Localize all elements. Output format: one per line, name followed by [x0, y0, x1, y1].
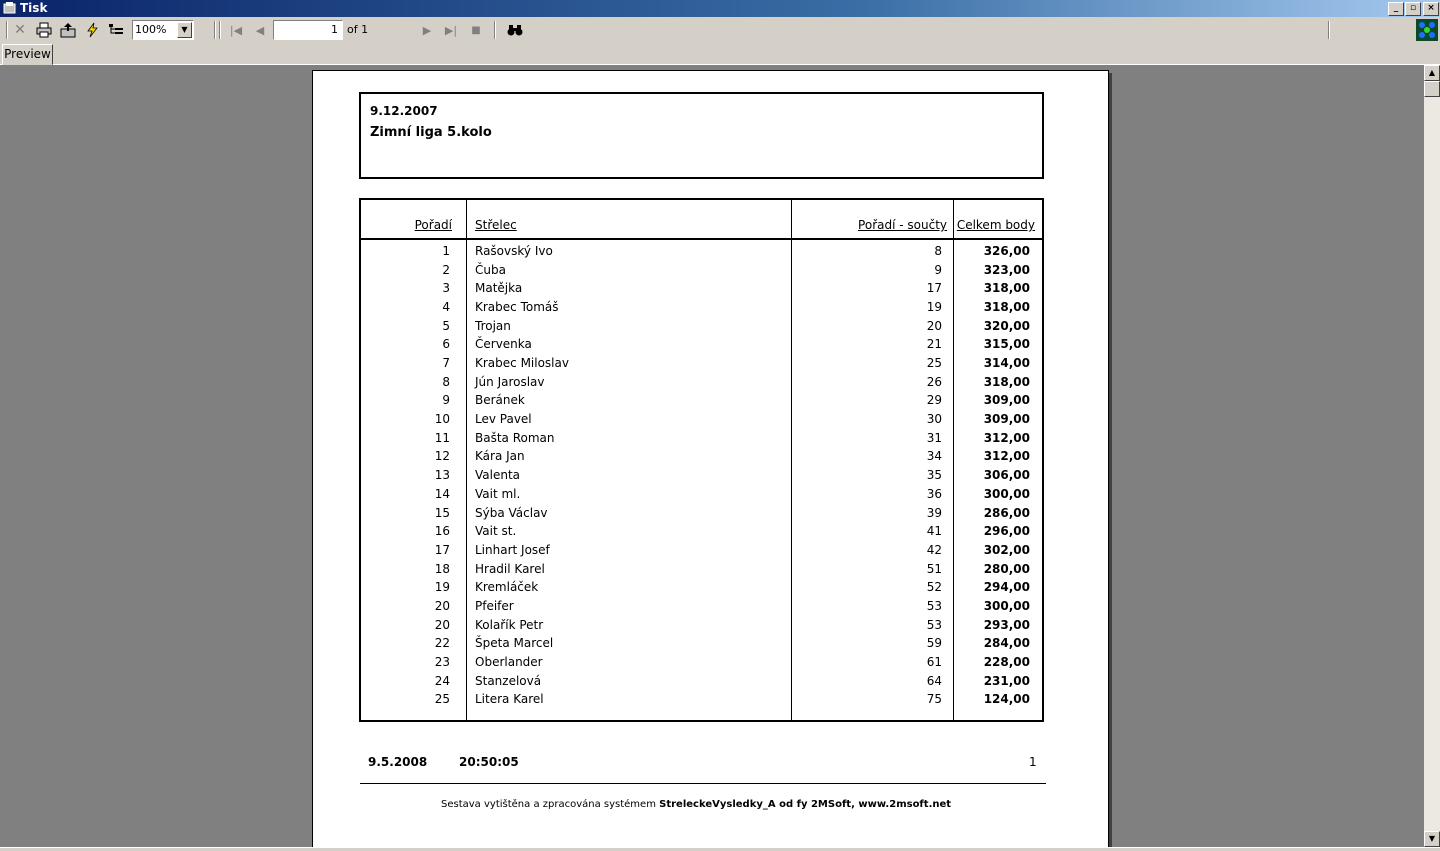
cell-shooter: Trojan — [475, 318, 511, 333]
cell-shooter: Kolařík Petr — [475, 617, 544, 632]
zoom-value: 100% — [135, 23, 167, 36]
cell-rank: 13 — [434, 468, 450, 483]
table-row — [361, 487, 1042, 506]
cell-rank: 6 — [442, 337, 450, 352]
tab-preview[interactable]: Preview — [2, 44, 53, 65]
cell-shooter: Litera Karel — [475, 692, 544, 707]
close-icon: ✕ — [14, 22, 26, 38]
results-table — [359, 198, 1044, 722]
cell-total: 323,00 — [983, 262, 1030, 277]
column-header-total: Celkem body — [956, 218, 1035, 232]
close-window-button[interactable]: × — [1423, 2, 1439, 16]
toolbar-separator — [219, 21, 221, 39]
minimize-button[interactable]: _ — [1388, 2, 1404, 16]
cell-rank: 12 — [434, 449, 450, 464]
table-row — [361, 319, 1042, 338]
cell-shooter: Stanzelová — [475, 673, 542, 688]
cell-total: 309,00 — [983, 412, 1030, 427]
cell-total: 312,00 — [983, 449, 1030, 464]
cell-rank: 7 — [442, 356, 450, 371]
table-row — [361, 412, 1042, 431]
cell-rank-sum: 8 — [934, 244, 942, 258]
cell-total: 231,00 — [983, 673, 1030, 688]
tree-icon — [108, 22, 124, 38]
page-count-label: of 1 — [347, 23, 369, 36]
prev-page-icon: ◀ — [255, 23, 265, 37]
cell-rank: 4 — [442, 300, 450, 315]
table-row — [361, 524, 1042, 543]
cell-rank: 3 — [442, 281, 450, 296]
cell-shooter: Čuba — [475, 262, 506, 277]
cell-total: 293,00 — [983, 617, 1030, 632]
cell-total: 306,00 — [983, 468, 1030, 483]
cell-total: 314,00 — [983, 356, 1030, 371]
table-row — [361, 300, 1042, 319]
table-row — [361, 468, 1042, 487]
cell-rank-sum: 30 — [926, 412, 942, 427]
cell-rank: 20 — [434, 598, 450, 613]
vertical-scrollbar[interactable] — [1424, 65, 1440, 847]
cell-rank: 19 — [434, 580, 450, 595]
cell-rank-sum: 26 — [926, 374, 942, 389]
status-bar — [0, 847, 1440, 851]
cell-rank: 16 — [434, 524, 450, 539]
cell-rank-sum: 75 — [926, 692, 942, 707]
scroll-thumb[interactable] — [1424, 81, 1440, 97]
report-page — [312, 70, 1109, 847]
column-header-rank-sums: Pořadí - součty — [858, 218, 947, 232]
cell-rank-sum: 25 — [926, 356, 942, 371]
cell-rank-sum: 41 — [926, 524, 942, 539]
cell-rank-sum: 9 — [934, 262, 942, 277]
lightning-icon — [84, 22, 100, 38]
preview-area — [0, 65, 1424, 847]
prev-page-button[interactable] — [250, 20, 270, 40]
cell-rank-sum: 53 — [926, 598, 942, 613]
cell-total: 312,00 — [983, 430, 1030, 445]
cell-rank-sum: 19 — [926, 300, 942, 315]
table-row — [361, 692, 1042, 711]
cell-rank-sum: 21 — [926, 337, 942, 352]
chevron-down-icon[interactable]: ▼ — [177, 22, 192, 38]
print-button[interactable] — [34, 20, 54, 40]
search-button[interactable] — [505, 20, 525, 40]
report-date: 9.12.2007 — [370, 104, 438, 118]
cell-total: 286,00 — [983, 505, 1030, 520]
cell-rank: 2 — [442, 262, 450, 277]
report-title: Zimní liga 5.kolo — [370, 125, 492, 140]
footer-divider — [360, 783, 1046, 784]
cell-rank-sum: 20 — [926, 318, 942, 333]
title-bar — [0, 0, 1440, 17]
cell-shooter: Kremláček — [475, 580, 539, 595]
cell-rank-sum: 17 — [926, 281, 942, 296]
next-page-button[interactable] — [417, 20, 437, 40]
export-button[interactable] — [58, 20, 78, 40]
cell-total: 326,00 — [983, 244, 1030, 258]
cell-rank: 17 — [434, 542, 450, 557]
table-row — [361, 543, 1042, 562]
cell-rank: 5 — [442, 318, 450, 333]
cell-shooter: Vait st. — [475, 524, 517, 539]
cell-rank: 11 — [434, 430, 450, 445]
report-header — [359, 92, 1044, 179]
cell-rank: 15 — [434, 505, 450, 520]
cell-rank-sum: 31 — [926, 430, 942, 445]
toolbar-separator — [214, 21, 216, 39]
cell-shooter: Lev Pavel — [475, 412, 532, 427]
cell-total: 296,00 — [983, 524, 1030, 539]
tree-button[interactable] — [106, 20, 126, 40]
toolbar-separator — [6, 21, 8, 39]
table-row — [361, 618, 1042, 637]
cell-total: 320,00 — [983, 318, 1030, 333]
cell-rank-sum: 52 — [926, 580, 942, 595]
cell-total: 284,00 — [983, 636, 1030, 651]
last-page-button[interactable] — [441, 20, 461, 40]
cell-rank-sum: 34 — [926, 449, 942, 464]
table-row — [361, 506, 1042, 525]
cell-total: 124,00 — [983, 692, 1030, 707]
cell-shooter: Krabec Tomáš — [475, 300, 559, 315]
cell-shooter: Špeta Marcel — [475, 636, 554, 651]
zoom-select[interactable] — [132, 20, 194, 40]
cell-shooter: Vait ml. — [475, 486, 521, 501]
table-row — [361, 263, 1042, 282]
cell-rank-sum: 51 — [926, 561, 942, 576]
footer-note — [441, 799, 951, 810]
scroll-down-button[interactable]: ▼ — [1424, 831, 1440, 847]
cell-rank: 22 — [434, 636, 450, 651]
cell-total: 280,00 — [983, 561, 1030, 576]
export-icon — [60, 22, 76, 38]
table-row — [361, 580, 1042, 599]
cell-total: 228,00 — [983, 654, 1030, 669]
cell-rank: 9 — [442, 393, 450, 408]
last-page-icon: ▶| — [444, 23, 458, 37]
cell-total: 300,00 — [983, 598, 1030, 613]
app-icon — [2, 1, 17, 16]
cell-shooter: Červenka — [475, 337, 532, 352]
cell-shooter: Kára Jan — [475, 449, 525, 464]
header-divider — [361, 238, 1042, 240]
footer-note-system: StreleckeVysledky_A od fy 2MSoft, www.2msoft.net — [659, 799, 952, 810]
column-header-shooter: Střelec — [475, 218, 517, 232]
stop-icon: ■ — [471, 24, 481, 36]
cell-shooter: Hradil Karel — [475, 561, 545, 576]
page-number-input[interactable]: 1 — [273, 20, 343, 40]
stop-button[interactable] — [466, 20, 486, 40]
table-row — [361, 337, 1042, 356]
cell-rank-sum: 59 — [926, 636, 942, 651]
cell-total: 300,00 — [983, 486, 1030, 501]
table-row — [361, 431, 1042, 450]
logo-icon — [1416, 19, 1438, 41]
cell-rank-sum: 42 — [926, 542, 942, 557]
toolbar — [0, 17, 1440, 43]
table-row — [361, 393, 1042, 412]
column-header-rank: Pořadí — [414, 218, 452, 232]
scroll-up-button[interactable]: ▲ — [1424, 65, 1440, 81]
cell-rank: 25 — [434, 692, 450, 707]
footer-page-number: 1 — [1029, 755, 1037, 769]
cell-rank-sum: 39 — [926, 505, 942, 520]
next-page-icon: ▶ — [422, 23, 432, 37]
cell-total: 294,00 — [983, 580, 1030, 595]
cell-shooter: Oberlander — [475, 654, 543, 669]
cell-rank-sum: 61 — [926, 654, 942, 669]
table-row — [361, 655, 1042, 674]
lightning-button[interactable] — [82, 20, 102, 40]
binoculars-icon — [507, 22, 523, 38]
cell-shooter: Bašta Roman — [475, 430, 555, 445]
cell-total: 318,00 — [983, 300, 1030, 315]
cell-rank-sum: 35 — [926, 468, 942, 483]
cell-rank-sum: 29 — [926, 393, 942, 408]
cell-total: 318,00 — [983, 374, 1030, 389]
cell-shooter: Sýba Václav — [475, 505, 548, 520]
cell-shooter: Krabec Miloslav — [475, 356, 569, 371]
cell-rank: 14 — [434, 486, 450, 501]
table-row — [361, 375, 1042, 394]
footer-print-date: 9.5.2008 — [368, 755, 428, 769]
printer-icon — [36, 22, 52, 38]
cell-rank: 23 — [434, 654, 450, 669]
cell-rank: 24 — [434, 673, 450, 688]
cell-total: 302,00 — [983, 542, 1030, 557]
cell-total: 309,00 — [983, 393, 1030, 408]
table-row — [361, 562, 1042, 581]
footer-print-time: 20:50:05 — [459, 755, 519, 769]
tab-strip — [0, 43, 1440, 65]
window-title: Tisk — [20, 1, 48, 15]
table-row — [361, 449, 1042, 468]
cell-rank: 10 — [434, 412, 450, 427]
toolbar-separator — [1328, 21, 1330, 39]
cell-shooter: Jún Jaroslav — [475, 374, 545, 389]
table-row — [361, 674, 1042, 693]
cell-total: 318,00 — [983, 281, 1030, 296]
cell-rank: 1 — [442, 244, 450, 258]
table-row — [361, 281, 1042, 300]
cell-shooter: Linhart Josef — [475, 542, 550, 557]
close-preview-button[interactable] — [10, 20, 30, 40]
table-row — [361, 599, 1042, 618]
cell-shooter: Valenta — [475, 468, 521, 483]
cell-rank: 8 — [442, 374, 450, 389]
cell-rank: 20 — [434, 617, 450, 632]
cell-shooter: Matějka — [475, 281, 523, 296]
cell-rank-sum: 36 — [926, 486, 942, 501]
cell-shooter: Rašovský Ivo — [475, 244, 553, 258]
table-row — [361, 636, 1042, 655]
cell-rank-sum: 64 — [926, 673, 942, 688]
restore-button[interactable]: ▫ — [1405, 2, 1421, 16]
cell-shooter: Beránek — [475, 393, 525, 408]
cell-rank: 18 — [434, 561, 450, 576]
footer-note-prefix: Sestava vytištěna a zpracována systémem — [441, 799, 656, 810]
first-page-icon: |◀ — [229, 23, 243, 37]
cell-rank-sum: 53 — [926, 617, 942, 632]
toolbar-separator — [494, 21, 496, 39]
table-row — [361, 356, 1042, 375]
cell-total: 315,00 — [983, 337, 1030, 352]
cell-shooter: Pfeifer — [475, 598, 514, 613]
first-page-button[interactable] — [226, 20, 246, 40]
table-row — [361, 244, 1042, 263]
